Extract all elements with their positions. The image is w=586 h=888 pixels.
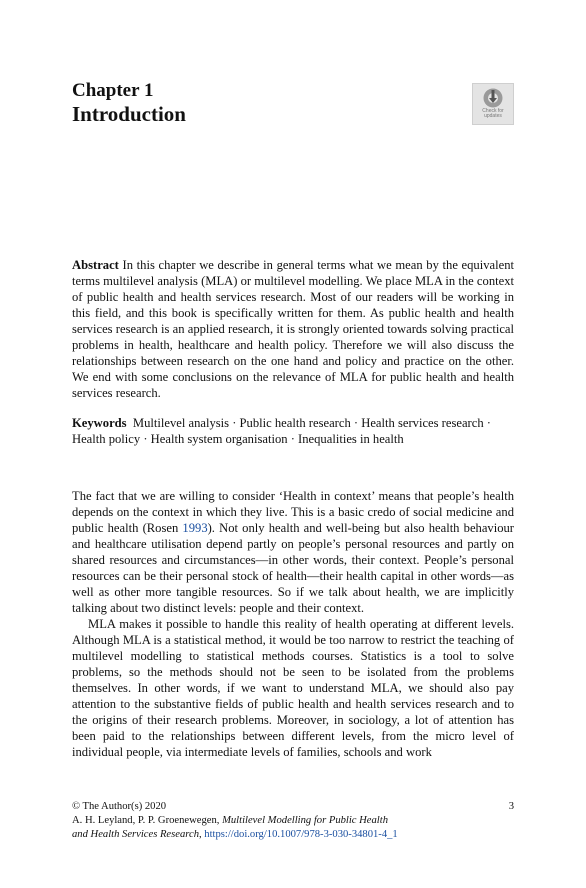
citation-book-title-1: Multilevel Modelling for Public Health bbox=[222, 815, 388, 826]
check-for-updates-badge[interactable] bbox=[472, 83, 514, 125]
page-footer bbox=[72, 800, 514, 842]
keywords-label: Keywords bbox=[72, 416, 127, 430]
copyright-notice: © The Author(s) 2020 bbox=[72, 801, 167, 812]
reference-link-rosen-1993[interactable]: 1993 bbox=[182, 521, 208, 535]
body-text bbox=[72, 488, 514, 760]
chapter-label: Chapter 1 bbox=[72, 80, 154, 101]
chapter-title: Introduction bbox=[72, 102, 186, 126]
page-number: 3 bbox=[508, 801, 514, 812]
citation-separator: , bbox=[199, 829, 205, 840]
doi-link[interactable]: https://doi.org/10.1007/978-3-030-34801-4_1 bbox=[204, 829, 398, 840]
badge-line-1: Check for bbox=[482, 108, 504, 114]
citation-book-title-2: and Health Services Research bbox=[72, 829, 199, 840]
body-paragraph-2: MLA makes it possible to handle this reality of health operating at different levels. Although MLA is a statistical method, it would be too narrow to restrict the teaching of multilevel modelling to statistical methods courses. Statistics is a tool to solve problems, so the methods should not be seen to be isolated from the problems themselves. In other words, if we want to understand MLA, we should also pay attention to the substantive fields of public health and health services research and to the origins of their research problems. Moreover, in sociology, a lot of attention has been paid to the relationships between different levels, from the micro level of individual people, via intermediate levels of families, schools and work bbox=[72, 617, 514, 759]
body-paragraph-1 bbox=[72, 488, 514, 616]
check-for-updates-icon bbox=[482, 87, 504, 109]
keywords-text: Multilevel analysis · Public health research · Health services research · Health policy · Health system organisation · Inequalities in health bbox=[72, 416, 491, 446]
body-paragraph-1-part-a: The fact that we are willing to consider ‘Health in context’ means that people’s health depends on the context in which they live. This is a basic credo of social medicine and public health (Rosen bbox=[72, 489, 514, 535]
citation-authors: A. H. Leyland, P. P. Groenewegen, bbox=[72, 815, 223, 826]
abstract-text: In this chapter we describe in general terms what we mean by the equivalent terms multilevel analysis (MLA) or multilevel modelling. We place MLA in the context of public health and health services research. Most of our readers will be working in this field, and this book is specifically written for them. As public health and health services research is an applied research, it is strongly oriented towards solving practical problems in health, healthcare and health policy. Therefore we will also discuss the relationships between research on the one hand and policy and practice on the other. We end with some conclusions on the relevance of MLA for public health and health services research. bbox=[72, 258, 515, 400]
citation bbox=[72, 814, 514, 828]
body-paragraph-1-part-b: ). Not only health and well-being but also health behaviour and healthcare utilisation depend partly on people’s personal resources and partly on shared resources and circumstances—in other words, their context. People’s personal resources can be their personal stock of health—their health capital in other words—as well as other more tangible resources. So if we talk about health, we are implicitly talking about two distinct levels: people and their context. bbox=[72, 521, 515, 615]
citation-line-2 bbox=[72, 828, 514, 842]
abstract-section bbox=[72, 257, 514, 401]
badge-line-2: updates bbox=[484, 113, 502, 119]
keywords-section bbox=[72, 415, 514, 447]
abstract-label: Abstract bbox=[72, 258, 119, 272]
